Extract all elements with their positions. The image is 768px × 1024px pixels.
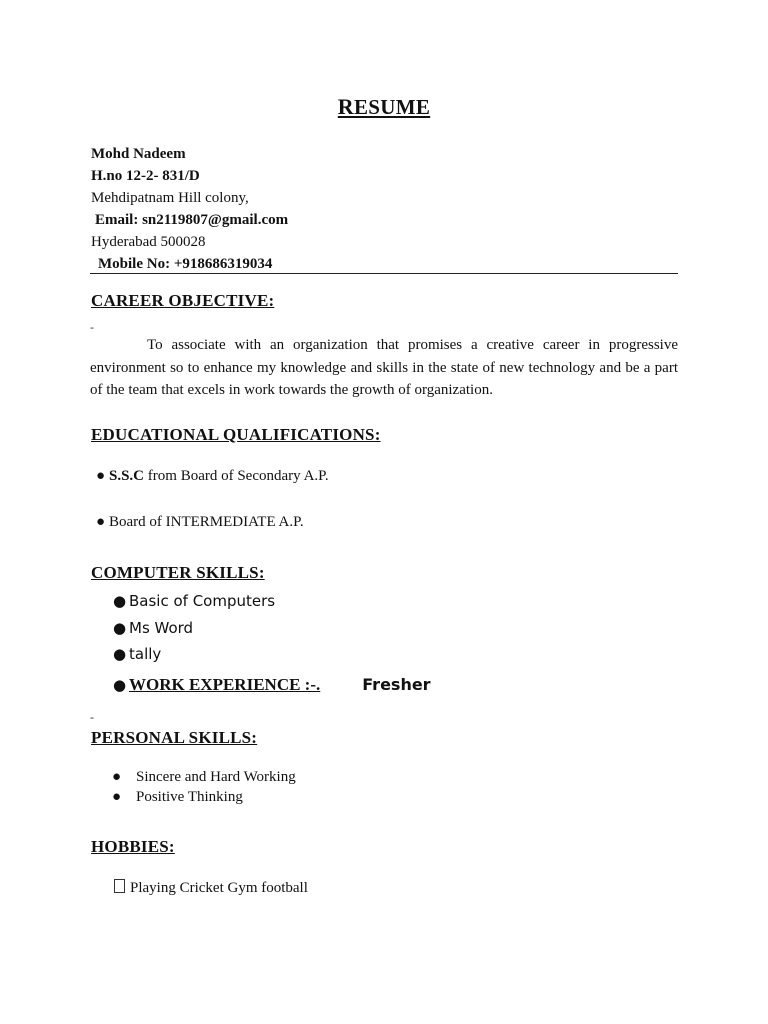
contact-locality: Mehdipatnam Hill colony, (91, 190, 249, 206)
education-item-bold: S.S.C (109, 468, 145, 484)
education-heading: EDUCATIONAL QUALIFICATIONS: (91, 425, 381, 444)
checkbox-square-icon (114, 879, 125, 893)
hobbies-heading: HOBBIES: (91, 837, 175, 856)
personal-skill-text: Positive Thinking (136, 789, 243, 805)
computer-skill-item (113, 592, 275, 610)
career-dash: - (90, 320, 94, 334)
bullet-icon: ● (112, 769, 122, 785)
bullet-icon: ● (96, 514, 106, 530)
contact-name: Mohd Nadeem (91, 146, 186, 162)
contact-email: Email: sn2119807@gmail.com (95, 212, 289, 228)
contact-house: H.no 12-2- 831/D (91, 168, 200, 184)
computer-skill-text: Basic of Computers (129, 592, 276, 610)
computer-skill-item (113, 619, 193, 637)
education-item-text: Board of INTERMEDIATE A.P. (109, 514, 304, 530)
education-item-text: from Board of Secondary A.P. (144, 468, 329, 484)
bullet-icon: ● (113, 619, 127, 637)
education-item (96, 514, 304, 531)
bullet-icon: ● (113, 592, 127, 610)
computer-skill-text: tally (129, 645, 162, 663)
bullet-icon: ● (113, 676, 127, 694)
hobby-item (114, 879, 308, 897)
bullet-icon: ● (96, 468, 106, 484)
title-rest: ESUME (354, 95, 431, 119)
work-experience (113, 675, 431, 695)
hobby-text: Playing Cricket Gym football (130, 880, 308, 896)
career-objective-text: To associate with an organization that promises a creative career in progressive environment so to enhance my knowledge and skills in the state of new technology and be a part of the team that excels in work towards the growth of organization. (90, 337, 678, 398)
work-experience-label: WORK EXPERIENCE :-. (129, 675, 321, 694)
education-item (96, 468, 329, 485)
bullet-icon: ● (112, 789, 122, 805)
personal-skills-heading: PERSONAL SKILLS: (91, 728, 258, 747)
bullet-icon: ● (113, 645, 127, 663)
page-title (0, 94, 768, 120)
contact-city: Hyderabad 500028 (91, 234, 206, 250)
career-objective-heading: CAREER OBJECTIVE: (91, 291, 275, 310)
personal-skill-item (112, 789, 243, 806)
computer-skill-item (113, 645, 161, 663)
computer-skill-text: Ms Word (129, 619, 194, 637)
personal-skill-item (112, 769, 296, 786)
personal-skill-text: Sincere and Hard Working (136, 769, 296, 785)
computer-skills-heading: COMPUTER SKILLS: (91, 563, 265, 582)
work-experience-value: Fresher (362, 675, 431, 694)
title-initial: R (337, 94, 354, 119)
work-dash: - (90, 710, 94, 724)
header-divider (90, 273, 678, 274)
contact-mobile: Mobile No: +918686319034 (98, 256, 273, 272)
